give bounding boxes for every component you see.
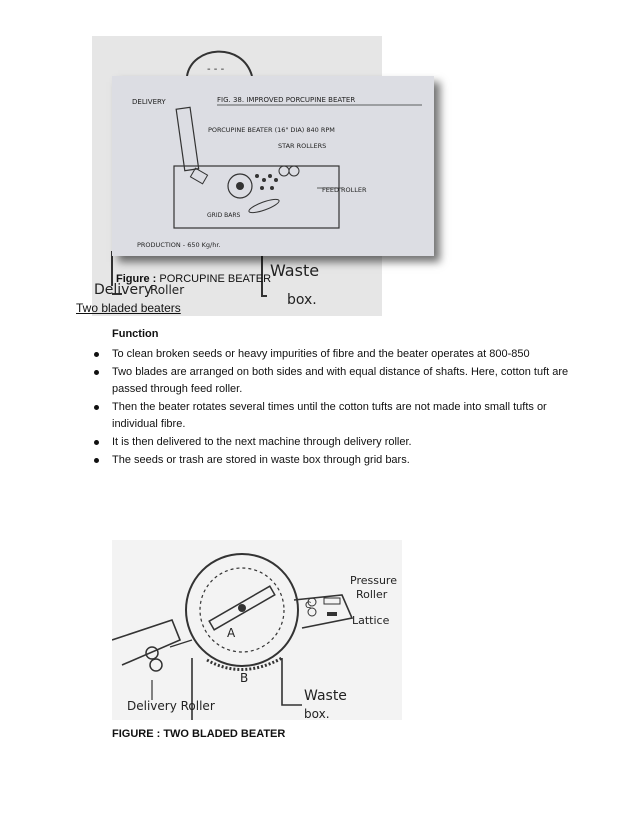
a-label: A [227,626,236,640]
waste-label: Waste [304,688,347,704]
bullet-item [90,434,570,451]
bullet-dot [94,458,99,463]
two-bladed-beater-sketch [112,540,402,720]
porcupine-diagram [112,76,434,256]
c-label: C [305,601,312,611]
lattice-label: Lattice [352,614,390,627]
bullet-text: It is then delivered to the next machine through delivery roller. [112,436,412,448]
grid-bars-label: GRID BARS [207,212,241,219]
figure-caption-porcupine [116,273,271,285]
feed-roller-label: FEED ROLLER [322,186,367,194]
diagram-delivery-label: DELIVERY [132,98,166,106]
bullet-item [90,364,570,398]
bullet-item [90,399,570,433]
caption-label: Figure [116,273,150,285]
porcupine-beater-label: PORCUPINE BEATER (16" DIA) 840 RPM [208,126,335,134]
bullet-item [90,452,570,469]
delivery-roller-label: Delivery Roller [127,699,215,713]
bullet-dot [94,370,99,375]
pressure-label: Pressure [350,574,397,587]
section-heading: Two bladed beaters [76,301,181,315]
bullet-text: Then the beater rotates several times until the cotton tufts are not made into small tufts or individual fibre. [112,401,547,430]
bullet-text: To clean broken seeds or heavy impurities of fibre and the beater operates at 800-850 [112,348,530,360]
bullet-text: Two blades are arranged on both sides and with equal distance of shafts. Here, cotton tuft are passed through feed roller. [112,366,569,395]
bullet-dot [94,352,99,357]
svg-text:- - -: - - - [207,64,225,75]
box-label: box. [304,707,330,720]
function-bullet-list [90,346,570,470]
roller-hand-label: Roller [150,283,185,297]
diagram-title: FIG. 38. IMPROVED PORCUPINE BEATER [217,96,356,104]
caption-text: PORCUPINE BEATER [159,273,272,285]
box-hand-label: box. [287,292,317,308]
production-label: PRODUCTION - 650 Kg/hr. [137,241,221,249]
figure-caption-two-bladed: FIGURE : TWO BLADED BEATER [112,728,286,740]
bullet-dot [94,440,99,445]
b-label: B [240,671,249,685]
star-rollers-label: STAR ROLLERS [278,142,327,150]
bullet-text: The seeds or trash are stored in waste box through grid bars. [112,454,410,466]
pressure-roller-label: Roller [356,588,388,601]
bullet-dot [94,405,99,410]
delivery-hand-label: Delivery [94,282,153,298]
function-heading: Function [112,328,159,340]
bullet-item [90,346,570,363]
waste-hand-label: Waste [270,261,320,280]
caption-separator: : [149,273,160,285]
